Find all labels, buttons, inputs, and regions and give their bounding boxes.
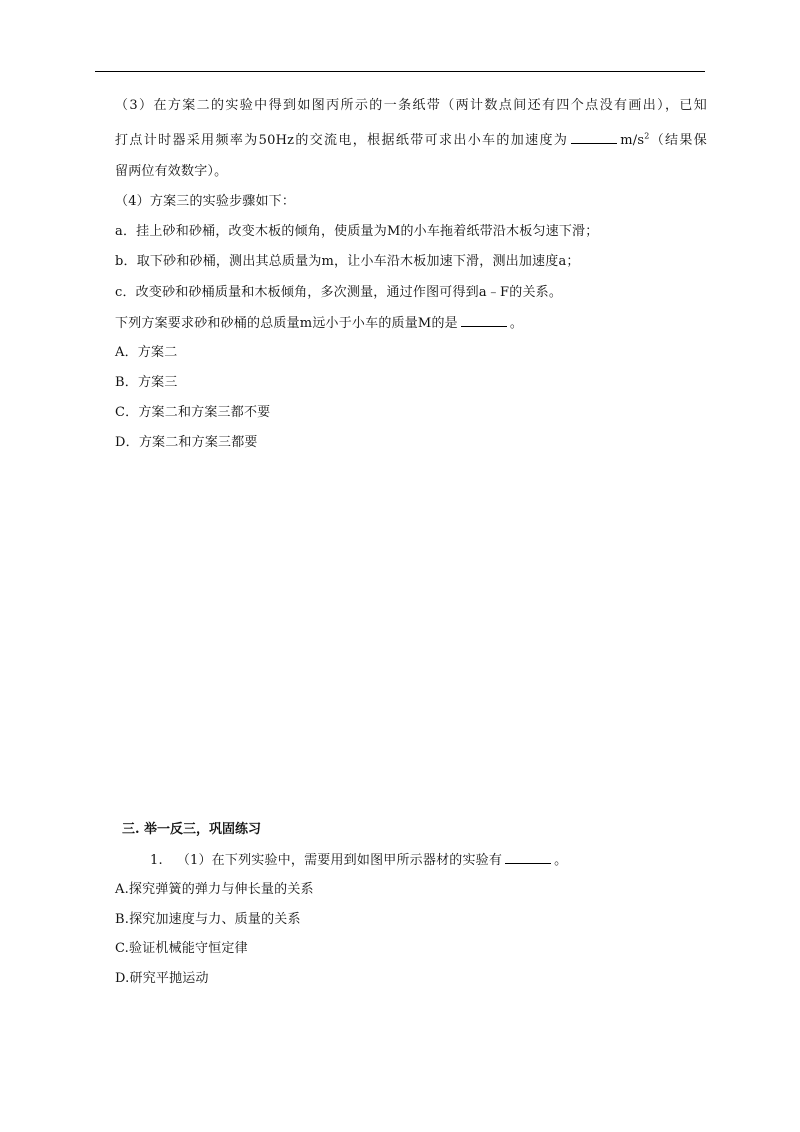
p4-question-text: 下列方案要求砂和砂桶的总质量m远小于小车的质量M的是 xyxy=(115,316,458,331)
answer-blank-p4[interactable] xyxy=(461,314,507,327)
p4-option-c: C．方案二和方案三都不要 xyxy=(115,405,271,420)
s3-question-1-end: 。 xyxy=(554,853,568,868)
p4-step-c: c．改变砂和砂桶质量和木板倾角，多次测量，通过作图可得到a﹣F的关系。 xyxy=(115,285,563,300)
question-number: 1. xyxy=(150,853,163,868)
p3-line-1: （3）在方案二的实验中得到如图丙所示的一条纸带（两计数点间还有四个点没有画出），已知 xyxy=(115,98,707,113)
s3-option-c: C.验证机械能守恒定律 xyxy=(115,941,248,956)
p4-step-a: a．挂上砂和砂桶，改变木板的倾角，使质量为M的小车拖着纸带沿木板匀速下滑； xyxy=(115,224,599,239)
p4-step-b: b．取下砂和砂桶，测出其总质量为m，让小车沿木板加速下滑，测出加速度a； xyxy=(115,254,580,269)
p4-option-a: A．方案二 xyxy=(115,345,178,360)
p3-line-2-tail: （结果保 xyxy=(649,133,707,148)
p3-line-3: 留两位有效数字）。 xyxy=(115,164,228,179)
unit-exponent: 2 xyxy=(644,131,650,141)
s3-option-b: B.探究加速度与力、质量的关系 xyxy=(115,912,301,927)
section-3-title: 三. 举一反三，巩固练习 xyxy=(122,822,262,837)
p4-question xyxy=(115,314,523,333)
s3-question-1 xyxy=(150,851,567,870)
answer-blank-s3-q1[interactable] xyxy=(505,851,551,864)
p4-option-b: B．方案三 xyxy=(115,375,178,390)
p3-line-2 xyxy=(115,131,707,150)
acceleration-unit: m/s xyxy=(620,133,645,148)
s3-question-1-text: （1）在下列实验中，需要用到如图甲所示器材的实验有 xyxy=(176,853,503,868)
header-rule xyxy=(95,71,705,72)
p4-option-d: D．方案二和方案三都要 xyxy=(115,435,258,450)
p3-line-2-text: 打点计时器采用频率为50Hz的交流电，根据纸带可求出小车的加速度为 xyxy=(115,133,569,148)
p4-intro: （4）方案三的实验步骤如下： xyxy=(115,194,296,209)
answer-blank-acceleration[interactable] xyxy=(571,131,617,144)
s3-option-d: D.研究平抛运动 xyxy=(115,971,209,986)
p4-question-end: 。 xyxy=(509,316,524,331)
s3-option-a: A.探究弹簧的弹力与伸长量的关系 xyxy=(115,882,314,897)
